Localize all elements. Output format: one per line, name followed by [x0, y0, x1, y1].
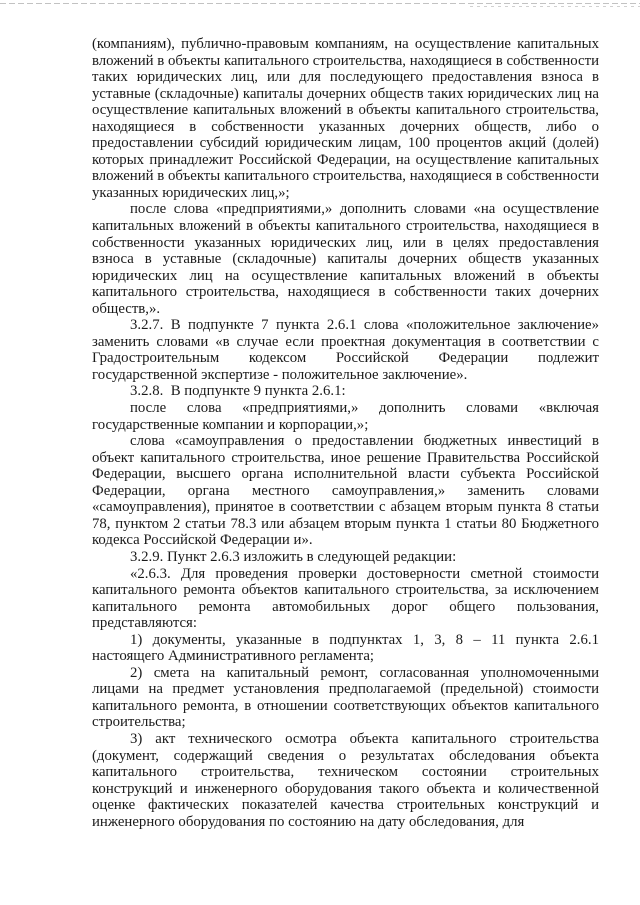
document-body: [92, 36, 599, 830]
paragraph-11: 3) акт технического осмотра объекта капитального строительства (документ, содержащий сведения о результатах обследования объекта капитального строительства, техническом состоянии строительных конструкций и инженерного оборудования такого объекта и количественной оценке фактических показателей качества строительных конструкций и инженерного оборудования по состоянию на дату обследования, для: [92, 730, 599, 830]
paragraph-2: после слова «предприятиями,» дополнить словами «на осуществление капитальных вложений в объекты капитального строительства, находящиеся в собственности указанных юридических лиц, или в целях предоставления взноса в уставные (складочные) капиталы дочерних обществ указанных юридических лиц на осуществление капитальных вложений в объекты капитального строительства, находящиеся в собственности таких дочерних обществ,».: [92, 201, 599, 317]
scan-edge-artifact: [0, 3, 640, 4]
paragraph-10: 2) смета на капитальный ремонт, согласованная уполномоченными лицами на предмет установления предполагаемой (предельной) стоимости капитального ремонта, в отношении соответствующих объектов капитального строительства;: [92, 664, 599, 731]
paragraph-1: (компаниям), публично-правовым компаниям, на осуществление капитальных вложений в объекты капитального строительства, находящиеся в собственности таких юридических лиц, или для последующего предоставления взноса в уставные (складочные) капиталы дочерних обществ таких юридических лиц на осуществление капитальных вложений в объекты капитального строительства, находящиеся в собственности указанных дочерних обществ, либо о предоставлении субсидий юридическим лицам, 100 процентов акций (долей) которых принадлежит Российской Федерации, на осуществление капитальных вложений в объекты капитального строительства, находящиеся в собственности указанных юридических лиц,»;: [92, 36, 599, 201]
scan-edge-artifact-secondary: [470, 6, 640, 7]
paragraph-4: 3.2.8. В подпункте 9 пункта 2.6.1:: [130, 383, 346, 400]
paragraph-5: после слова «предприятиями,» дополнить словами «включая государственные компании и корпорации,»;: [92, 400, 599, 433]
paragraph-7: 3.2.9. Пункт 2.6.3 изложить в следующей редакции:: [130, 548, 457, 565]
paragraph-9: 1) документы, указанные в подпунктах 1, 3, 8 – 11 пункта 2.6.1 настоящего Административного регламента;: [92, 631, 599, 665]
paragraph-3: 3.2.7. В подпункте 7 пункта 2.6.1 слова «положительное заключение» заменить словами «в случае если проектная документация в соответствии с Градостроительным кодексом Российской Федерации подлежит государственной экспертизе - положительное заключение».: [92, 317, 599, 383]
paragraph-6: слова «самоуправления о предоставлении бюджетных инвестиций в объект капитального строительства, иное решение Правительства Российской Федерации, высшего органа исполнительной власти субъекта Российской Федерации, органа местного самоуправления,» заменить словами «самоуправления), принятое в соответствии с абзацем вторым пункта 8 статьи 78, пунктом 2 статьи 78.3 или абзацем вторым пункта 1 статьи 80 Бюджетного кодекса Российской Федерации и».: [92, 433, 599, 549]
paragraph-8: «2.6.3. Для проведения проверки достоверности сметной стоимости капитального ремонта объектов капитального строительства, за исключением капитального ремонта автомобильных дорог общего пользования, представляются:: [92, 565, 599, 632]
